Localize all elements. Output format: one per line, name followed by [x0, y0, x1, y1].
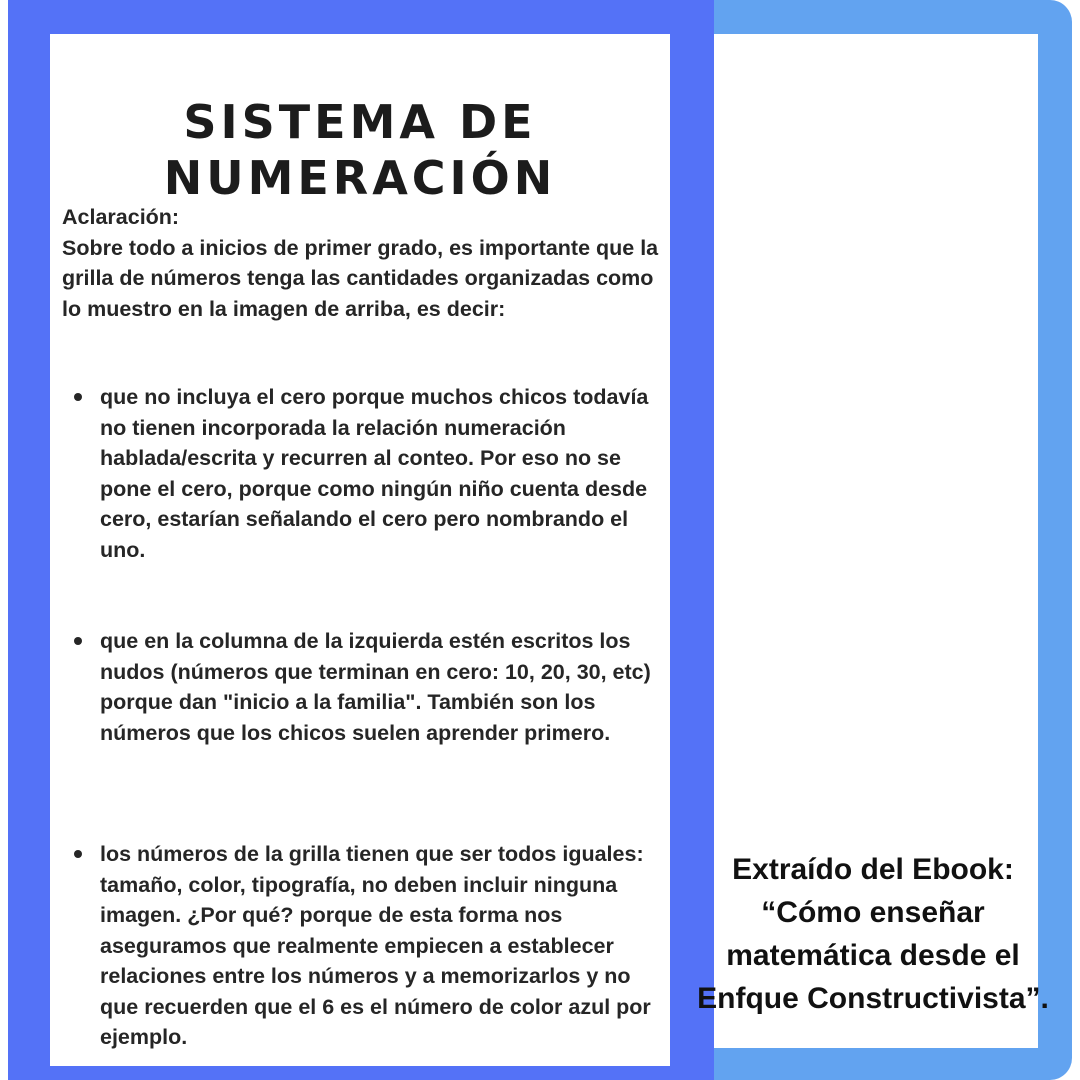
page-title	[50, 94, 670, 206]
bullet-text: que en la columna de la izquierda estén escritos los nudos (números que terminan en cero: 10, 20, 30, etc) porque dan "inicio a la familia". También son los números que los chicos suelen aprender primero.	[100, 629, 651, 745]
intro-block	[62, 202, 662, 324]
caption-line-1: Extraído del Ebook:	[732, 853, 1014, 886]
title-line-2: NUMERACIÓN	[163, 151, 557, 205]
ebook-caption	[680, 848, 1066, 1020]
bullet-dot-icon	[74, 637, 82, 645]
bullet-item	[100, 839, 665, 1053]
bullet-text: los números de la grilla tienen que ser todos iguales: tamaño, color, tipografía, no deben incluir ninguna imagen. ¿Por qué? porque de esta forma nos aseguramos que realmente empiecen a establecer relaciones entre los números y a memorizarlos y no que recuerden que el 6 es el número de color azul por ejemplo.	[100, 842, 651, 1049]
bullet-text: que no incluya el cero porque muchos chicos todavía no tienen incorporada la relación numeración hablada/escrita y recurren al conteo. Por eso no se pone el cero, porque como ningún niño cuenta desde cero, estarían señalando el cero pero nombrando el uno.	[100, 385, 649, 562]
caption-line-4: Enfque Constructivista”.	[697, 982, 1049, 1015]
intro-text: Sobre todo a inicios de primer grado, es importante que la grilla de números tenga las cantidades organizadas como lo muestro en la imagen de arriba, es decir:	[62, 235, 659, 321]
bullet-dot-icon	[74, 850, 82, 858]
caption-line-3: matemática desde el	[726, 939, 1020, 972]
bullet-item	[100, 626, 665, 748]
caption-line-2: “Cómo enseñar	[761, 896, 985, 929]
title-line-1: SISTEMA DE	[183, 95, 537, 149]
intro-heading: Aclaración:	[62, 205, 180, 229]
bullet-item	[100, 382, 665, 565]
document-page	[50, 34, 670, 1066]
bullet-dot-icon	[74, 393, 82, 401]
